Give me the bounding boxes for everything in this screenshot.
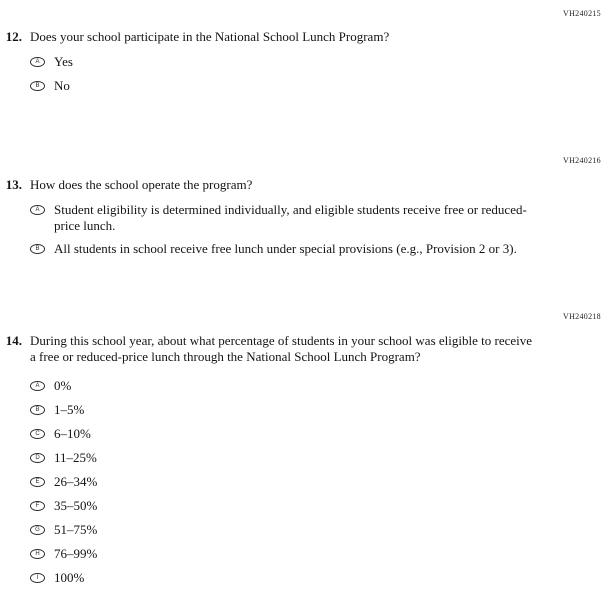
item-code: VH240218 [563,312,601,321]
item-code: VH240216 [563,156,601,165]
response-oval[interactable]: B [30,405,45,415]
answer-label: 35–50% [54,498,98,513]
response-oval[interactable]: I [30,573,45,583]
answer-label: Student eligibility is determined individually, and eligible students receive free or reduced-price lunch. [54,202,527,233]
answer-label: 1–5% [54,402,85,417]
answer-option-yes[interactable] [30,54,609,70]
response-oval[interactable]: A [30,57,45,67]
answer-option[interactable] [30,402,609,418]
answer-label: 26–34% [54,474,98,489]
answer-options [0,54,609,94]
response-oval[interactable]: D [30,453,45,463]
question-number: 12. [5,29,22,44]
answer-label: 0% [54,378,72,393]
answer-option[interactable] [30,241,609,257]
answer-option-no[interactable] [30,78,609,94]
answer-label: 51–75% [54,522,98,537]
answer-option[interactable] [30,498,609,514]
answer-label: All students in school receive free lunch under special provisions (e.g., Provision 2 or 3). [54,241,517,256]
question-14 [0,333,609,594]
answer-label: 6–10% [54,426,91,441]
response-oval[interactable]: A [30,381,45,391]
question-12 [0,29,609,102]
answer-option[interactable] [30,450,609,466]
answer-options [0,202,609,257]
response-oval[interactable]: H [30,549,45,559]
answer-option[interactable] [30,202,609,234]
item-code: VH240215 [563,9,601,18]
question-number: 14. [5,333,22,348]
question-text: During this school year, about what percentage of students in your school was eligible to receive a free or reduced-price lunch through the National School Lunch Program? [30,333,533,364]
response-oval[interactable]: G [30,525,45,535]
question-number: 13. [5,177,22,192]
answer-options [0,378,609,586]
response-oval[interactable]: B [30,244,45,254]
answer-option[interactable] [30,546,609,562]
answer-option[interactable] [30,378,609,394]
response-oval[interactable]: A [30,205,45,215]
answer-option[interactable] [30,570,609,586]
response-oval[interactable]: B [30,81,45,91]
answer-label: Yes [54,54,73,69]
answer-option[interactable] [30,522,609,538]
response-oval[interactable]: F [30,501,45,511]
answer-label: 100% [54,570,85,585]
question-text: How does the school operate the program? [30,177,253,192]
question-13 [0,177,609,264]
response-oval[interactable]: E [30,477,45,487]
answer-label: No [54,78,70,93]
answer-option[interactable] [30,426,609,442]
answer-label: 76–99% [54,546,98,561]
answer-option[interactable] [30,474,609,490]
answer-label: 11–25% [54,450,97,465]
question-text: Does your school participate in the National School Lunch Program? [30,29,390,44]
response-oval[interactable]: C [30,429,45,439]
